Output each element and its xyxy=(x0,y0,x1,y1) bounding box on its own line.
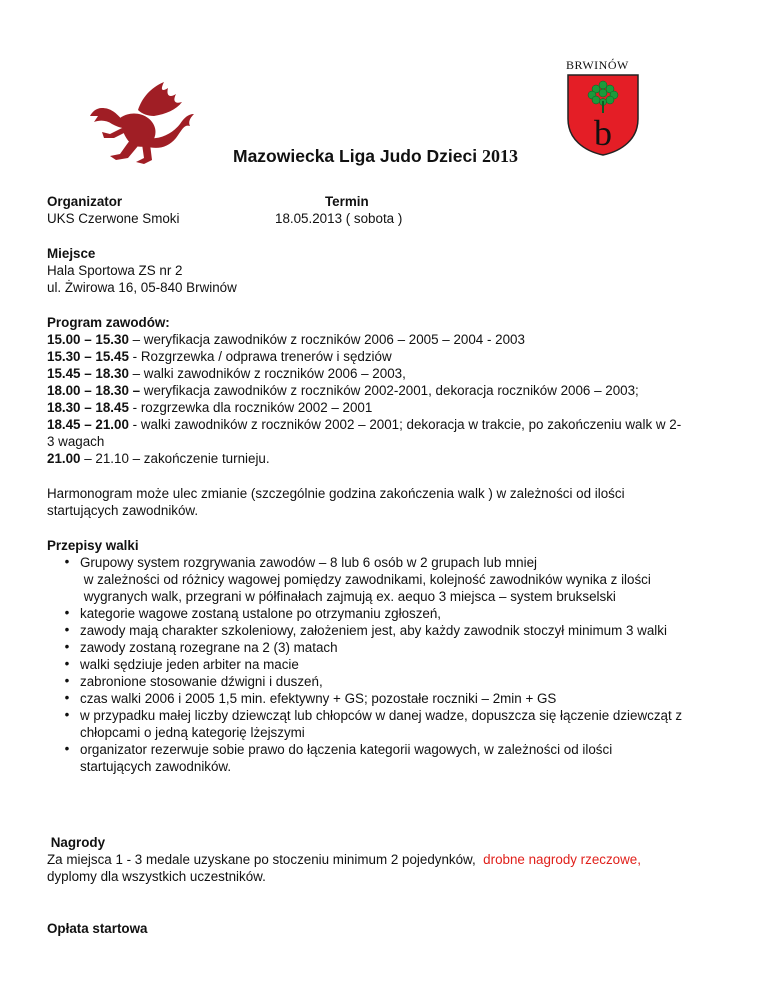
page-title xyxy=(233,146,518,167)
program-row: 18.30 – 18.45 - rozgrzewka dla roczników 2002 – 2001 xyxy=(47,400,373,415)
rules-heading: Przepisy walki xyxy=(47,538,139,553)
bullet-icon: • xyxy=(64,605,70,620)
venue-line1: Hala Sportowa ZS nr 2 xyxy=(47,263,183,278)
prizes-highlight: drobne nagrody rzeczowe, xyxy=(483,852,641,867)
fee-heading: Opłata startowa xyxy=(47,921,148,936)
program-row: 3 wagach xyxy=(47,434,105,449)
rule-item: organizator rezerwuje sobie prawo do łączenia kategorii wagowych, w zależności od ilości startujących zawodników. xyxy=(80,742,613,774)
bullet-icon: • xyxy=(64,656,70,671)
rule-item: walki sędziuje jeden arbiter na macie xyxy=(80,657,299,672)
bullet-icon: • xyxy=(64,707,70,722)
rule-item: zawody zostaną rozegrane na 2 (3) matach xyxy=(80,640,338,655)
program-row: 15.30 – 15.45 - Rozgrzewka / odprawa trenerów i sędziów xyxy=(47,349,392,364)
program-row: 15.00 – 15.30 – weryfikacja zawodników z roczników 2006 – 2005 – 2004 - 2003 xyxy=(47,332,525,347)
crest-label: BRWINÓW xyxy=(566,58,629,72)
title-year: 2013 xyxy=(481,146,518,166)
program-row: 15.45 – 18.30 – walki zawodników z roczników 2006 – 2003, xyxy=(47,366,406,381)
brwinow-crest xyxy=(566,73,640,157)
rule-item: zawody mają charakter szkoleniowy, założeniem jest, aby każdy zawodnik stoczył minimum 3 walki xyxy=(80,623,667,638)
prizes-line1: Za miejsca 1 - 3 medale uzyskane po stoczeniu minimum 2 pojedynków, drobne nagrody rzeczowe, xyxy=(47,852,641,867)
bullet-icon: • xyxy=(64,690,70,705)
program-row: 21.00 – 21.10 – zakończenie turnieju. xyxy=(47,451,270,466)
term-label: Termin xyxy=(325,194,369,209)
prizes-heading: Nagrody xyxy=(47,835,106,850)
venue-label: Miejsce xyxy=(47,246,96,261)
rule-item: kategorie wagowe zostaną ustalone po otrzymaniu zgłoszeń, xyxy=(80,606,442,621)
organizer-value: UKS Czerwone Smoki xyxy=(47,211,180,226)
bullet-icon: • xyxy=(64,673,70,688)
rule-item: zabronione stosowanie dźwigni i duszeń, xyxy=(80,674,323,689)
rule-item: czas walki 2006 i 2005 1,5 min. efektywny + GS; pozostałe roczniki – 2min + GS xyxy=(80,691,557,706)
rule-item: w przypadku małej liczby dziewcząt lub chłopców w danej wadze, dopuszcza się łączenie dziewcząt z chłopcami o jedną kategorię lżejszymi xyxy=(80,708,683,740)
note-line: startujących zawodników. xyxy=(47,503,199,518)
dragon-logo xyxy=(80,78,202,166)
term-value: 18.05.2013 ( sobota ) xyxy=(275,211,403,226)
note-line: Harmonogram może ulec zmianie (szczególnie godzina zakończenia walk ) w zależności od ilości xyxy=(47,486,625,501)
bullet-icon: • xyxy=(64,554,70,569)
program-heading: Program zawodów: xyxy=(47,315,170,330)
prizes-line2: dyplomy dla wszystkich uczestników. xyxy=(47,869,266,884)
crest-letter: b xyxy=(594,113,612,153)
bullet-icon: • xyxy=(64,741,70,756)
organizer-label: Organizator xyxy=(47,194,123,209)
title-main: Mazowiecka Liga Judo Dzieci xyxy=(233,146,478,166)
rule-item: Grupowy system rozgrywania zawodów – 8 lub 6 osób w 2 grupach lub mniej w zależności od różnicy wagowej pomiędzy zawodnikami, kolejność zawodników wynika z ilości wygranych walk, przegrani w półfinałach zajmują ex. aequo 3 miejsca – system brukselski xyxy=(80,555,651,604)
program-row: 18.45 – 21.00 - walki zawodników z roczników 2002 – 2001; dekoracja w trakcie, po zakończeniu walk w 2- xyxy=(47,417,682,432)
program-row: 18.00 – 18.30 – weryfikacja zawodników z roczników 2002-2001, dekoracja roczników 2006 – 2003; xyxy=(47,383,639,398)
bullet-icon: • xyxy=(64,639,70,654)
bullet-icon: • xyxy=(64,622,70,637)
venue-line2: ul. Żwirowa 16, 05-840 Brwinów xyxy=(47,280,237,295)
